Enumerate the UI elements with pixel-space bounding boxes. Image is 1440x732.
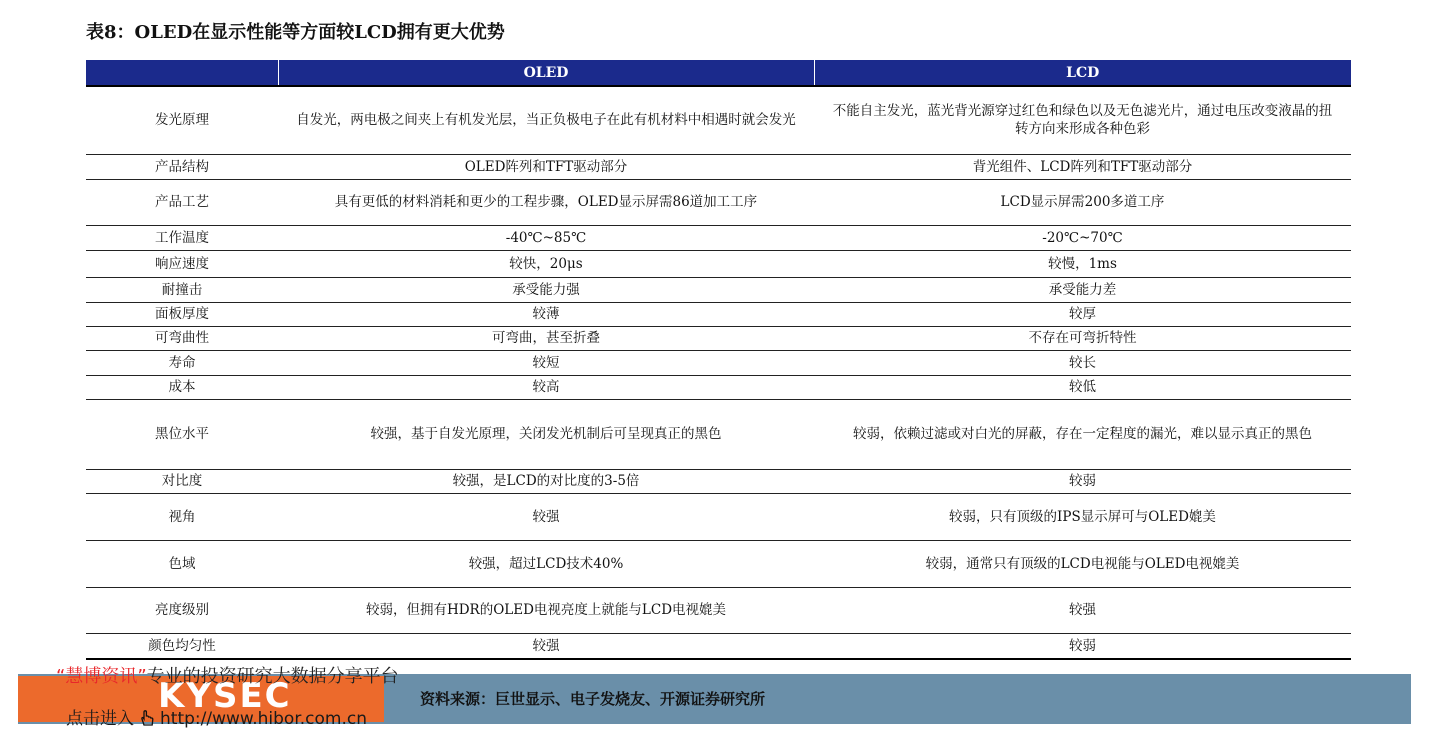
row-label: 对比度	[86, 469, 278, 493]
oled-cell: 自发光，两电极之间夹上有机发光层，当正负极电子在此有机材料中相遇时就会发光	[278, 86, 814, 154]
row-label: 工作温度	[86, 225, 278, 250]
oled-cell: 较短	[278, 350, 814, 375]
row-label: 产品工艺	[86, 179, 278, 225]
lcd-cell: 较弱，依赖过滤或对白光的屏蔽，存在一定程度的漏光，难以显示真正的黑色	[814, 399, 1351, 469]
lcd-cell: LCD显示屏需200多道工序	[814, 179, 1351, 225]
oled-cell: 较薄	[278, 302, 814, 326]
watermark-url[interactable]: http://www.hibor.com.cn	[160, 709, 367, 729]
lcd-cell: 较长	[814, 350, 1351, 375]
table-row	[86, 250, 1351, 277]
lcd-cell: 较弱	[814, 469, 1351, 493]
row-label: 成本	[86, 375, 278, 399]
row-label: 发光原理	[86, 86, 278, 154]
header-lcd: LCD	[814, 60, 1351, 86]
header-blank	[86, 60, 278, 86]
table-row	[86, 225, 1351, 250]
watermark-tagline	[56, 662, 399, 688]
table-row	[86, 633, 1351, 659]
oled-cell: 较强，是LCD的对比度的3-5倍	[278, 469, 814, 493]
oled-cell: 较强	[278, 493, 814, 540]
lcd-cell: 较低	[814, 375, 1351, 399]
lcd-cell: 较弱，只有顶级的IPS显示屏可与OLED媲美	[814, 493, 1351, 540]
table-row	[86, 375, 1351, 399]
row-label: 黑位水平	[86, 399, 278, 469]
oled-cell: 较强	[278, 633, 814, 659]
header-oled: OLED	[278, 60, 814, 86]
oled-cell: 具有更低的材料消耗和更少的工程步骤，OLED显示屏需86道加工工序	[278, 179, 814, 225]
row-label: 颜色均匀性	[86, 633, 278, 659]
lcd-cell: 较弱，通常只有顶级的LCD电视能与OLED电视媲美	[814, 540, 1351, 587]
oled-cell: 较高	[278, 375, 814, 399]
watermark-brand: 慧博资讯	[65, 666, 138, 687]
row-label: 可弯曲性	[86, 326, 278, 350]
table-row	[86, 350, 1351, 375]
table-row	[86, 493, 1351, 540]
lcd-cell: -20℃~70℃	[814, 225, 1351, 250]
table-row	[86, 399, 1351, 469]
row-label: 耐撞击	[86, 277, 278, 302]
oled-cell: 较快，20μs	[278, 250, 814, 277]
table-row	[86, 587, 1351, 633]
watermark-link[interactable]	[66, 704, 367, 729]
oled-cell: 承受能力强	[278, 277, 814, 302]
oled-cell: 较弱，但拥有HDR的OLED电视亮度上就能与LCD电视媲美	[278, 587, 814, 633]
row-label: 色域	[86, 540, 278, 587]
oled-cell: OLED阵列和TFT驱动部分	[278, 154, 814, 179]
watermark-tagline-text: 专业的投资研究大数据分享平台	[146, 666, 399, 687]
oled-cell: -40℃~85℃	[278, 225, 814, 250]
lcd-cell: 不能自主发光，蓝光背光源穿过红色和绿色以及无色滤光片，通过电压改变液晶的扭转方向来形成各种色彩	[814, 86, 1351, 154]
watermark-open-quote: “	[56, 666, 66, 687]
watermark-close-quote: ”	[137, 666, 147, 687]
table-row	[86, 469, 1351, 493]
page-title: 表8：OLED在显示性能等方面较LCD拥有更大优势	[86, 22, 505, 43]
table-row	[86, 302, 1351, 326]
comparison-table	[86, 60, 1351, 660]
table-row	[86, 540, 1351, 587]
row-label: 寿命	[86, 350, 278, 375]
table-row	[86, 277, 1351, 302]
lcd-cell: 较弱	[814, 633, 1351, 659]
row-label: 亮度级别	[86, 587, 278, 633]
kysec-logo: KYSEC	[158, 676, 292, 716]
table-row	[86, 179, 1351, 225]
lcd-cell: 背光组件、LCD阵列和TFT驱动部分	[814, 154, 1351, 179]
table-row	[86, 154, 1351, 179]
lcd-cell: 较慢，1ms	[814, 250, 1351, 277]
oled-cell: 可弯曲，甚至折叠	[278, 326, 814, 350]
table-row	[86, 86, 1351, 154]
table-row	[86, 326, 1351, 350]
table-header-row	[86, 60, 1351, 86]
lcd-cell: 较强	[814, 587, 1351, 633]
source-note: 资料来源：巨世显示、电子发烧友、开源证券研究所	[420, 690, 766, 708]
hand-pointer-icon	[138, 709, 156, 727]
lcd-cell: 较厚	[814, 302, 1351, 326]
oled-cell: 较强，基于自发光原理，关闭发光机制后可呈现真正的黑色	[278, 399, 814, 469]
row-label: 面板厚度	[86, 302, 278, 326]
row-label: 视角	[86, 493, 278, 540]
row-label: 响应速度	[86, 250, 278, 277]
lcd-cell: 承受能力差	[814, 277, 1351, 302]
oled-cell: 较强，超过LCD技术40%	[278, 540, 814, 587]
watermark-cta[interactable]: 点击进入	[66, 709, 134, 729]
lcd-cell: 不存在可弯折特性	[814, 326, 1351, 350]
row-label: 产品结构	[86, 154, 278, 179]
